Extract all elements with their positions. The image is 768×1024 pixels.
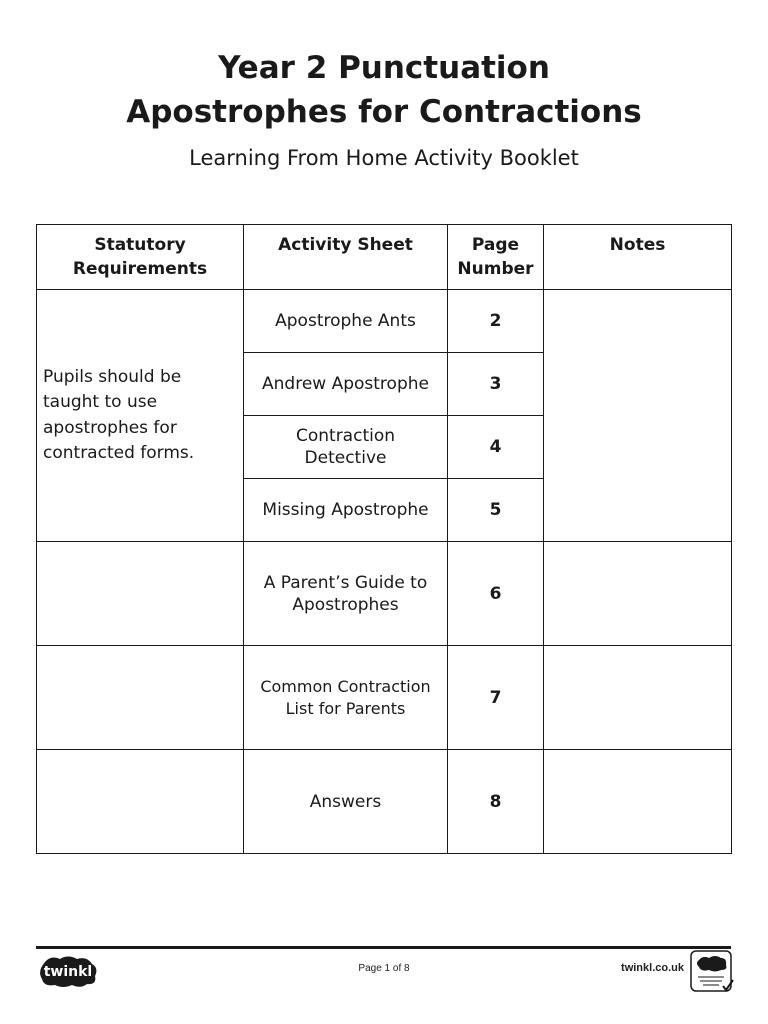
- activity-cell: A Parent’s Guide to Apostrophes: [244, 542, 448, 646]
- page-number-cell: 5: [448, 479, 544, 542]
- notes-cell: [544, 290, 732, 542]
- header-page-number: Page Number: [448, 225, 544, 290]
- requirement-cell: Pupils should be taught to use apostrophes for contracted forms.: [37, 290, 244, 542]
- page-number-cell: 7: [448, 646, 544, 750]
- quality-badge-icon: [690, 950, 734, 994]
- activity-cell: Missing Apostrophe: [244, 479, 448, 542]
- requirement-cell: [37, 750, 244, 854]
- page-number-cell: 4: [448, 416, 544, 479]
- title-line-1: Year 2 Punctuation: [218, 50, 550, 86]
- table-row: [37, 750, 732, 854]
- page-indicator: Page 1 of 8: [358, 963, 410, 974]
- website-label: twinkl.co.uk: [621, 962, 684, 974]
- header-row: [37, 225, 732, 290]
- activity-cell: Contraction Detective: [244, 416, 448, 479]
- page-number-cell: 2: [448, 290, 544, 353]
- table-row: [37, 290, 732, 353]
- header-activity-sheet: Activity Sheet: [244, 225, 448, 290]
- activity-cell: Apostrophe Ants: [244, 290, 448, 353]
- requirement-cell: [37, 542, 244, 646]
- table-row: [37, 542, 732, 646]
- page-number-cell: 8: [448, 750, 544, 854]
- activity-table: [36, 224, 732, 854]
- activity-cell: Common Contraction List for Parents: [244, 646, 448, 750]
- logo-text: twinkl: [43, 964, 93, 980]
- activity-cell: Andrew Apostrophe: [244, 353, 448, 416]
- header-statutory-requirements: Statutory Requirements: [37, 225, 244, 290]
- notes-cell: [544, 750, 732, 854]
- title-line-2: Apostrophes for Contractions: [126, 94, 642, 130]
- activity-cell: Answers: [244, 750, 448, 854]
- notes-cell: [544, 646, 732, 750]
- footer-divider: [36, 946, 731, 949]
- requirement-cell: [37, 646, 244, 750]
- page-number-cell: 3: [448, 353, 544, 416]
- page-number-cell: 6: [448, 542, 544, 646]
- notes-cell: [544, 542, 732, 646]
- subtitle: Learning From Home Activity Booklet: [189, 146, 579, 170]
- table-row: [37, 646, 732, 750]
- header-notes: Notes: [544, 225, 732, 290]
